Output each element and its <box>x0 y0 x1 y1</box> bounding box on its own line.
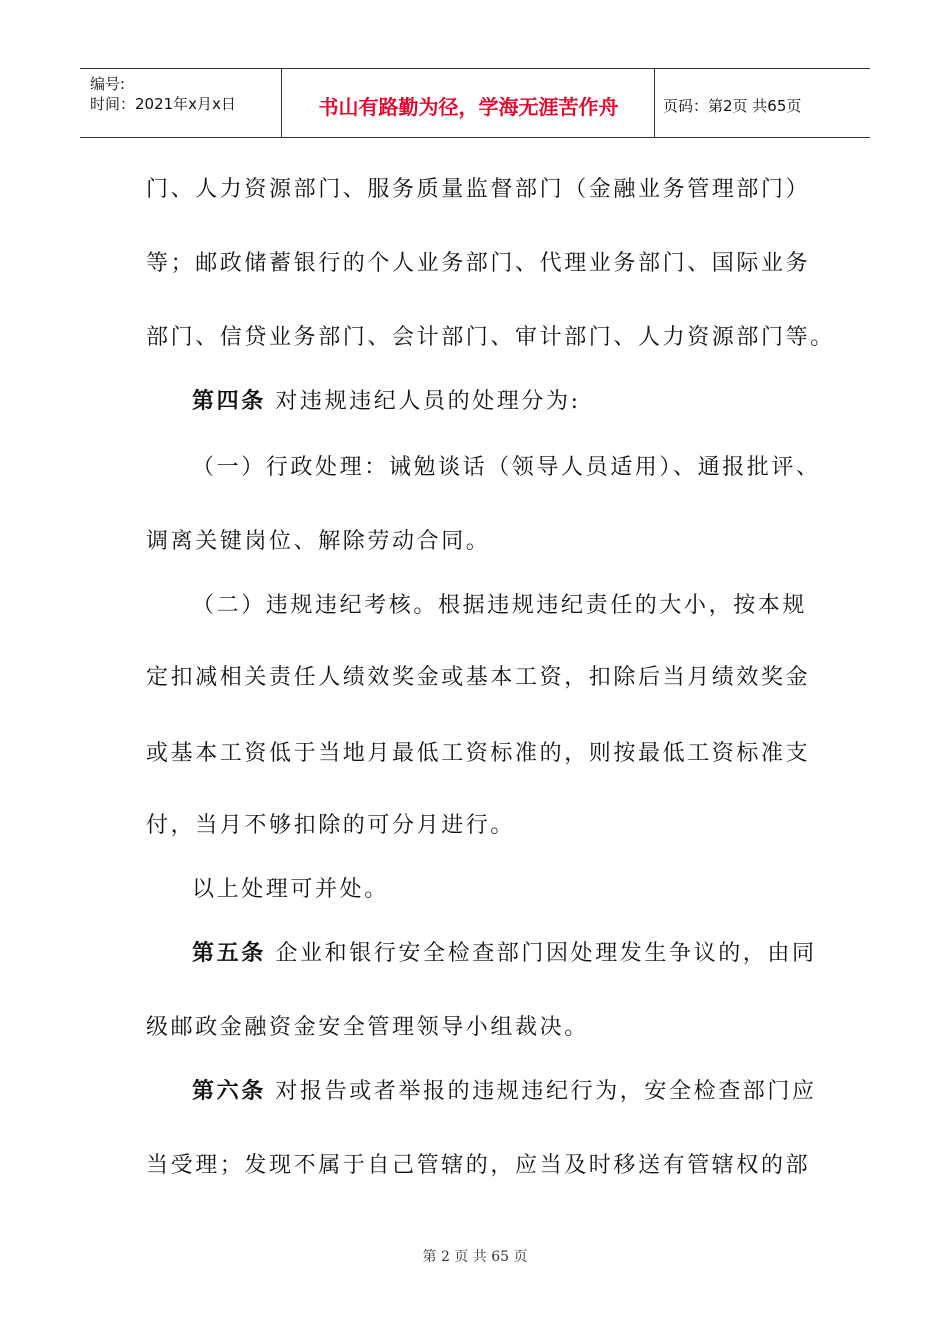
header-page-cell <box>655 69 870 137</box>
article-6-paragraph <box>192 1074 862 1105</box>
body-line: 付，当月不够扣除的可分月进行。 <box>146 813 516 838</box>
header-motto-cell <box>282 69 655 137</box>
document-time-label: 时间：2021年x月x日 <box>90 95 236 113</box>
body-line: 以上处理可并处。 <box>192 877 389 902</box>
body-line: （二）违规违纪考核。根据违规违纪责任的大小，按本规 <box>192 593 808 618</box>
header-page-code: 页码：第2页 共65页 <box>663 97 802 115</box>
body-line: 当受理；发现不属于自己管辖的，应当及时移送有管辖权的部 <box>146 1153 811 1178</box>
body-line: 对违规违纪人员的处理分为: <box>275 389 581 414</box>
body-line: 等；邮政储蓄银行的个人业务部门、代理业务部门、国际业务 <box>146 251 811 276</box>
page-header <box>80 68 870 138</box>
body-line: 或基本工资低于当地月最低工资标准的，则按最低工资标准支 <box>146 741 811 766</box>
header-motto: 书山有路勤为径，学海无涯苦作舟 <box>318 95 619 119</box>
article-5-paragraph <box>192 936 862 967</box>
body-line: 部门、信贷业务部门、会计部门、审计部门、人力资源部门等。 <box>146 325 835 350</box>
body-line: 企业和银行安全检查部门因处理发生争议的，由同 <box>275 941 817 966</box>
article-4-paragraph <box>192 384 862 415</box>
body-line: 调离关键岗位、解除劳动合同。 <box>146 529 491 554</box>
body-line: 对报告或者举报的违规违纪行为，安全检查部门应 <box>275 1079 817 1104</box>
page-footer: 第 2 页 共 65 页 <box>422 1249 528 1265</box>
body-line: 级邮政金融资金安全管理领导小组裁决。 <box>146 1015 589 1040</box>
document-number-label: 编号: <box>90 75 126 93</box>
article-6-label: 第六条 <box>192 1078 266 1104</box>
body-line: 定扣减相关责任人绩效奖金或基本工资，扣除后当月绩效奖金 <box>146 665 811 690</box>
body-line: 门、人力资源部门、服务质量监督部门（金融业务管理部门） <box>146 177 811 202</box>
article-4-label: 第四条 <box>192 388 266 414</box>
article-5-label: 第五条 <box>192 940 266 966</box>
header-meta-cell <box>80 69 282 137</box>
body-line: （一）行政处理：诫勉谈话（领导人员适用）、通报批评、 <box>192 455 821 480</box>
